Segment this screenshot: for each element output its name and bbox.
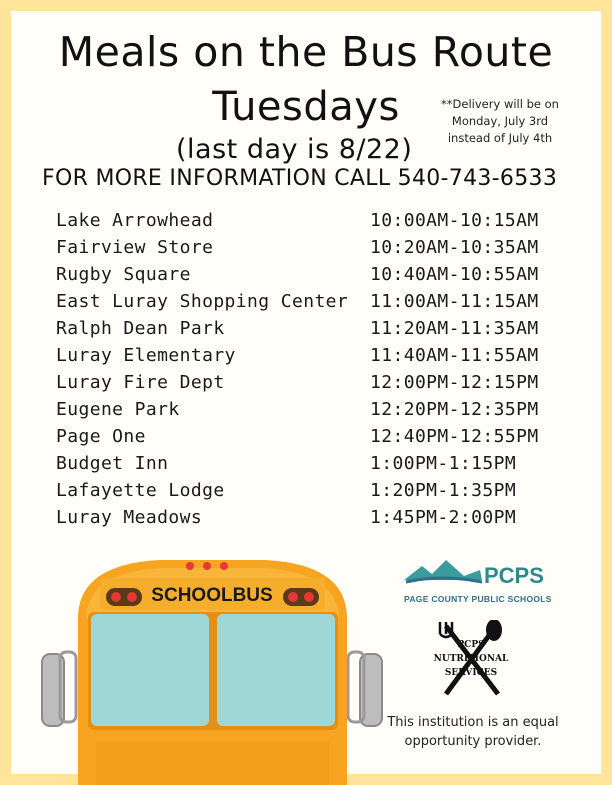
delivery-note xyxy=(436,96,564,147)
nutrition-services-logo xyxy=(424,620,518,700)
stop-location: Budget Inn xyxy=(56,453,169,474)
svg-text:PCPS: PCPS xyxy=(457,640,485,650)
equal-line2: opportunity provider. xyxy=(404,734,542,749)
last-day-note: (last day is 8/22) xyxy=(176,134,413,165)
delivery-note-line1: **Delivery will be on xyxy=(441,97,559,111)
delivery-note-line2: Monday, July 3rd xyxy=(451,114,549,128)
spoon-icon xyxy=(486,620,502,641)
right-window xyxy=(217,614,335,726)
schedule-row xyxy=(56,345,576,372)
pcps-logo-text: PCPS xyxy=(484,563,544,588)
left-window xyxy=(91,614,209,726)
svg-text:NUTRITIONAL: NUTRITIONAL xyxy=(433,654,509,664)
svg-text:SERVICES: SERVICES xyxy=(444,668,498,678)
stop-time: 10:20AM-10:35AM xyxy=(370,237,539,258)
equal-opportunity-statement xyxy=(378,713,568,751)
schedule-row xyxy=(56,291,576,318)
schedule-row xyxy=(56,237,576,264)
stop-location: Ralph Dean Park xyxy=(56,318,225,339)
stop-location: Rugby Square xyxy=(56,264,191,285)
stop-time: 11:40AM-11:55AM xyxy=(370,345,539,366)
schedule-row xyxy=(56,426,576,453)
stop-location: Eugene Park xyxy=(56,399,180,420)
schedule-row xyxy=(56,399,576,426)
stop-location: Lafayette Lodge xyxy=(56,480,225,501)
stop-location: East Luray Shopping Center xyxy=(56,291,349,312)
stop-time: 1:20PM-1:35PM xyxy=(370,480,517,501)
stop-time: 11:20AM-11:35AM xyxy=(370,318,539,339)
schedule-list xyxy=(56,210,576,534)
schedule-row xyxy=(56,480,576,507)
pcps-full-name: PAGE COUNTY PUBLIC SCHOOLS xyxy=(404,594,552,604)
stop-time: 10:00AM-10:15AM xyxy=(370,210,539,231)
stop-location: Page One xyxy=(56,426,146,447)
info-phone: FOR MORE INFORMATION CALL 540-743-6533 xyxy=(42,166,558,191)
stop-location: Lake Arrowhead xyxy=(56,210,214,231)
stop-location: Luray Elementary xyxy=(56,345,236,366)
school-bus-illustration xyxy=(40,556,385,785)
stop-time: 12:20PM-12:35PM xyxy=(370,399,539,420)
delivery-note-line3: instead of July 4th xyxy=(447,131,553,145)
stop-time: 1:45PM-2:00PM xyxy=(370,507,517,528)
stop-time: 1:00PM-1:15PM xyxy=(370,453,517,474)
schedule-row xyxy=(56,318,576,345)
flyer-subtitle-day: Tuesdays xyxy=(212,84,400,130)
stop-location: Fairview Store xyxy=(56,237,214,258)
stop-location: Luray Meadows xyxy=(56,507,203,528)
schedule-row xyxy=(56,507,576,534)
schedule-row xyxy=(56,264,576,291)
flyer-title: Meals on the Bus Route xyxy=(58,28,554,76)
schedule-row xyxy=(56,453,576,480)
stop-time: 10:40AM-10:55AM xyxy=(370,264,539,285)
stop-time: 12:40PM-12:55PM xyxy=(370,426,539,447)
schedule-row xyxy=(56,372,576,399)
schedule-row xyxy=(56,210,576,237)
stop-location: Luray Fire Dept xyxy=(56,372,225,393)
stop-time: 11:00AM-11:15AM xyxy=(370,291,539,312)
stop-time: 12:00PM-12:15PM xyxy=(370,372,539,393)
bus-sign: SCHOOLBUS xyxy=(151,585,273,606)
equal-line1: This institution is an equal xyxy=(387,715,559,730)
